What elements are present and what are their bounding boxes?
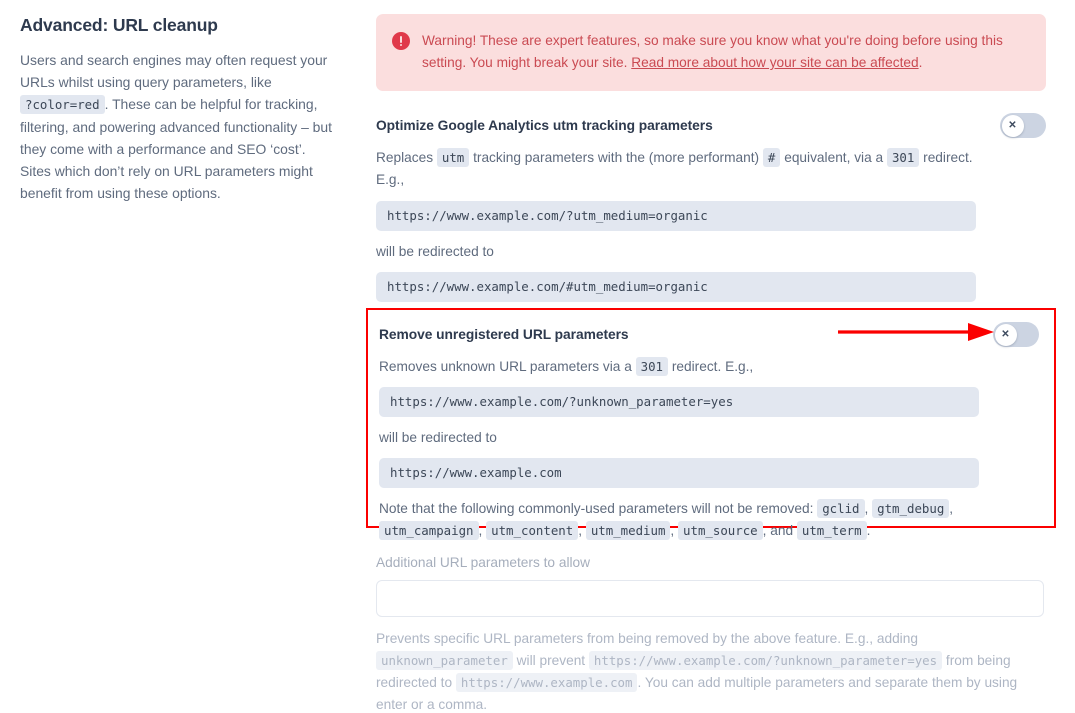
additional-params-helper-text bbox=[376, 628, 1026, 713]
helper-part-4: . You can add multiple parameters and separate them by using enter or a comma. bbox=[376, 675, 1018, 712]
note-separator: . bbox=[866, 523, 871, 538]
helper-part-1: Prevents specific URL parameters from being removed by the above feature. E.g., adding bbox=[376, 631, 918, 646]
note-part-1: Note that the following commonly-used parameters will not be removed: bbox=[379, 501, 814, 516]
inline-code-param-utm_content: utm_content bbox=[486, 521, 578, 540]
toggle-remove-unregistered[interactable] bbox=[993, 322, 1039, 347]
description-text-part-1: Users and search engines may often request your URLs whilst using query parameters, like bbox=[20, 51, 328, 90]
note-separator: , bbox=[578, 523, 586, 538]
additional-params-input[interactable] bbox=[376, 580, 1044, 617]
warning-text-period: . bbox=[918, 55, 923, 70]
inline-code-param-utm_term: utm_term bbox=[797, 521, 867, 540]
note-separator: , bbox=[864, 501, 873, 516]
inline-code-color-param: ?color=red bbox=[20, 95, 105, 114]
exclamation-circle-icon bbox=[392, 32, 410, 50]
toggle-optimize-utm[interactable] bbox=[1000, 113, 1046, 138]
setting-utm-description bbox=[376, 147, 976, 191]
inline-code-clean-url: https://www.example.com bbox=[456, 673, 638, 692]
inline-code-url-with-param: https://www.example.com/?unknown_parameter=yes bbox=[589, 651, 942, 670]
inline-code-301: 301 bbox=[887, 148, 919, 167]
utm-desc-part-3: equivalent, via a bbox=[784, 150, 884, 165]
setting-unregistered-description bbox=[379, 356, 979, 378]
utm-desc-part-4: redirect. E.g., bbox=[376, 150, 973, 187]
warning-learn-more-link[interactable]: Read more about how your site can be affected bbox=[631, 55, 919, 70]
unreg-example-url-before: https://www.example.com/?unknown_parameter=yes bbox=[379, 387, 979, 417]
setting-unregistered-title: Remove unregistered URL parameters bbox=[379, 327, 629, 342]
section-description-panel bbox=[20, 14, 340, 204]
toggle-knob-off-icon: ✕ bbox=[995, 324, 1017, 346]
additional-params-label: Additional URL parameters to allow bbox=[376, 555, 591, 570]
inline-code-param-gtm_debug: gtm_debug bbox=[872, 499, 949, 518]
inline-code-utm: utm bbox=[437, 148, 469, 167]
additional-url-parameters-section bbox=[376, 555, 1046, 713]
unreg-example-url-after: https://www.example.com bbox=[379, 458, 979, 488]
toggle-knob-off-icon: ✕ bbox=[1002, 115, 1024, 137]
utm-desc-part-1: Replaces bbox=[376, 150, 434, 165]
inline-code-param-utm_campaign: utm_campaign bbox=[379, 521, 479, 540]
inline-code-param-utm_source: utm_source bbox=[678, 521, 763, 540]
setting-utm-header bbox=[376, 113, 1046, 138]
helper-part-2: will prevent bbox=[516, 653, 586, 668]
unreg-desc-part-1: Removes unknown URL parameters via a bbox=[379, 359, 632, 374]
utm-desc-part-2: tracking parameters with the (more performant) bbox=[473, 150, 760, 165]
setting-unregistered-header bbox=[379, 322, 1039, 347]
setting-optimize-utm bbox=[376, 113, 1046, 302]
warning-banner bbox=[376, 14, 1046, 91]
description-text-part-2: . These can be helpful for tracking, filtering, and powering advanced functionality – but they come with a performance and SEO ‘cost’. Sites which don’t rely on URL parameters might benefit from using these options. bbox=[20, 95, 332, 201]
unreg-desc-part-2: redirect. E.g., bbox=[671, 359, 754, 374]
setting-remove-unregistered bbox=[379, 322, 1039, 542]
inline-code-param-gclid: gclid bbox=[817, 499, 864, 518]
note-separator: , bbox=[478, 523, 487, 538]
note-separator: , bbox=[670, 523, 679, 538]
note-separator: , and bbox=[762, 523, 797, 538]
inline-code-hash: # bbox=[763, 148, 780, 167]
utm-example-url-before: https://www.example.com/?utm_medium=organic bbox=[376, 201, 976, 231]
unreg-note-text bbox=[379, 498, 979, 542]
inline-code-unknown-parameter: unknown_parameter bbox=[376, 651, 513, 670]
unreg-redirect-label: will be redirected to bbox=[379, 430, 497, 445]
utm-redirect-label: will be redirected to bbox=[376, 244, 494, 259]
page-description bbox=[20, 49, 340, 204]
warning-text-body: Warning! These are expert features, so make sure you know what you're doing before using this setting. You might break your site. bbox=[422, 33, 1003, 70]
note-separator: , bbox=[949, 501, 954, 516]
utm-example-url-after: https://www.example.com/#utm_medium=organic bbox=[376, 272, 976, 302]
page-title: Advanced: URL cleanup bbox=[20, 15, 218, 35]
highlighted-setting-remove-unregistered bbox=[366, 308, 1056, 538]
inline-code-301: 301 bbox=[636, 357, 668, 376]
helper-part-3: from being redirected to bbox=[376, 653, 1011, 690]
inline-code-param-utm_medium: utm_medium bbox=[586, 521, 671, 540]
warning-banner-text bbox=[422, 30, 1028, 74]
setting-utm-title: Optimize Google Analytics utm tracking parameters bbox=[376, 118, 713, 133]
